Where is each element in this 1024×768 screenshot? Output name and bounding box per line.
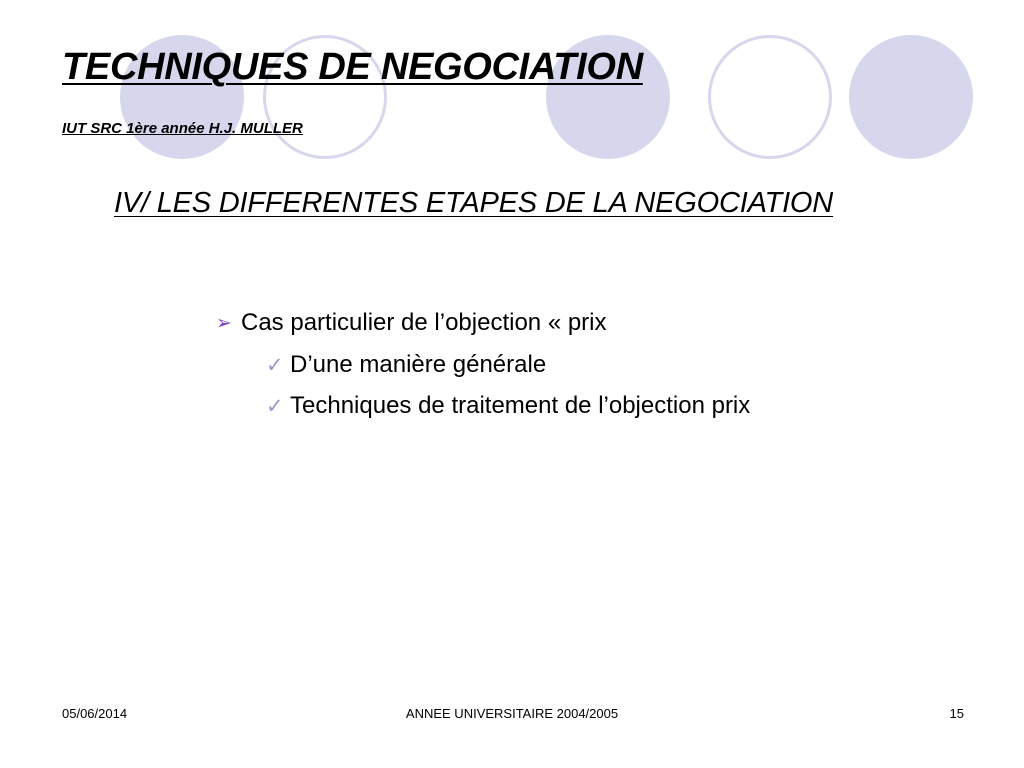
arrow-bullet-icon: ➢ — [216, 312, 232, 334]
sub-bullet-item — [266, 349, 750, 381]
sub-bullet-list — [266, 349, 750, 422]
page-number: 15 — [949, 706, 964, 721]
sub-bullet-item — [266, 390, 750, 422]
slide-subtitle: IUT SRC 1ère année H.J. MULLER — [62, 120, 303, 137]
bullet-list — [216, 307, 750, 431]
check-bullet-icon: ✓ — [266, 394, 284, 418]
check-bullet-icon: ✓ — [266, 353, 284, 377]
sub-bullet-text: D’une manière générale — [290, 351, 547, 378]
footer-date: 05/06/2014 — [62, 706, 128, 721]
footer-center-text: ANNEE UNIVERSITAIRE 2004/2005 — [405, 706, 619, 721]
decorative-circle-filled — [849, 35, 973, 159]
sub-bullet-text: Techniques de traitement de l’objection prix — [290, 392, 751, 419]
bullet-row — [216, 307, 750, 339]
decorative-circle-outline — [708, 35, 832, 159]
bullet-item — [216, 307, 750, 422]
section-heading: IV/ LES DIFFERENTES ETAPES DE LA NEGOCIATION — [114, 187, 834, 219]
slide-title: TECHNIQUES DE NEGOCIATION — [62, 46, 643, 88]
bullet-text: Cas particulier de l’objection « prix — [241, 309, 607, 336]
